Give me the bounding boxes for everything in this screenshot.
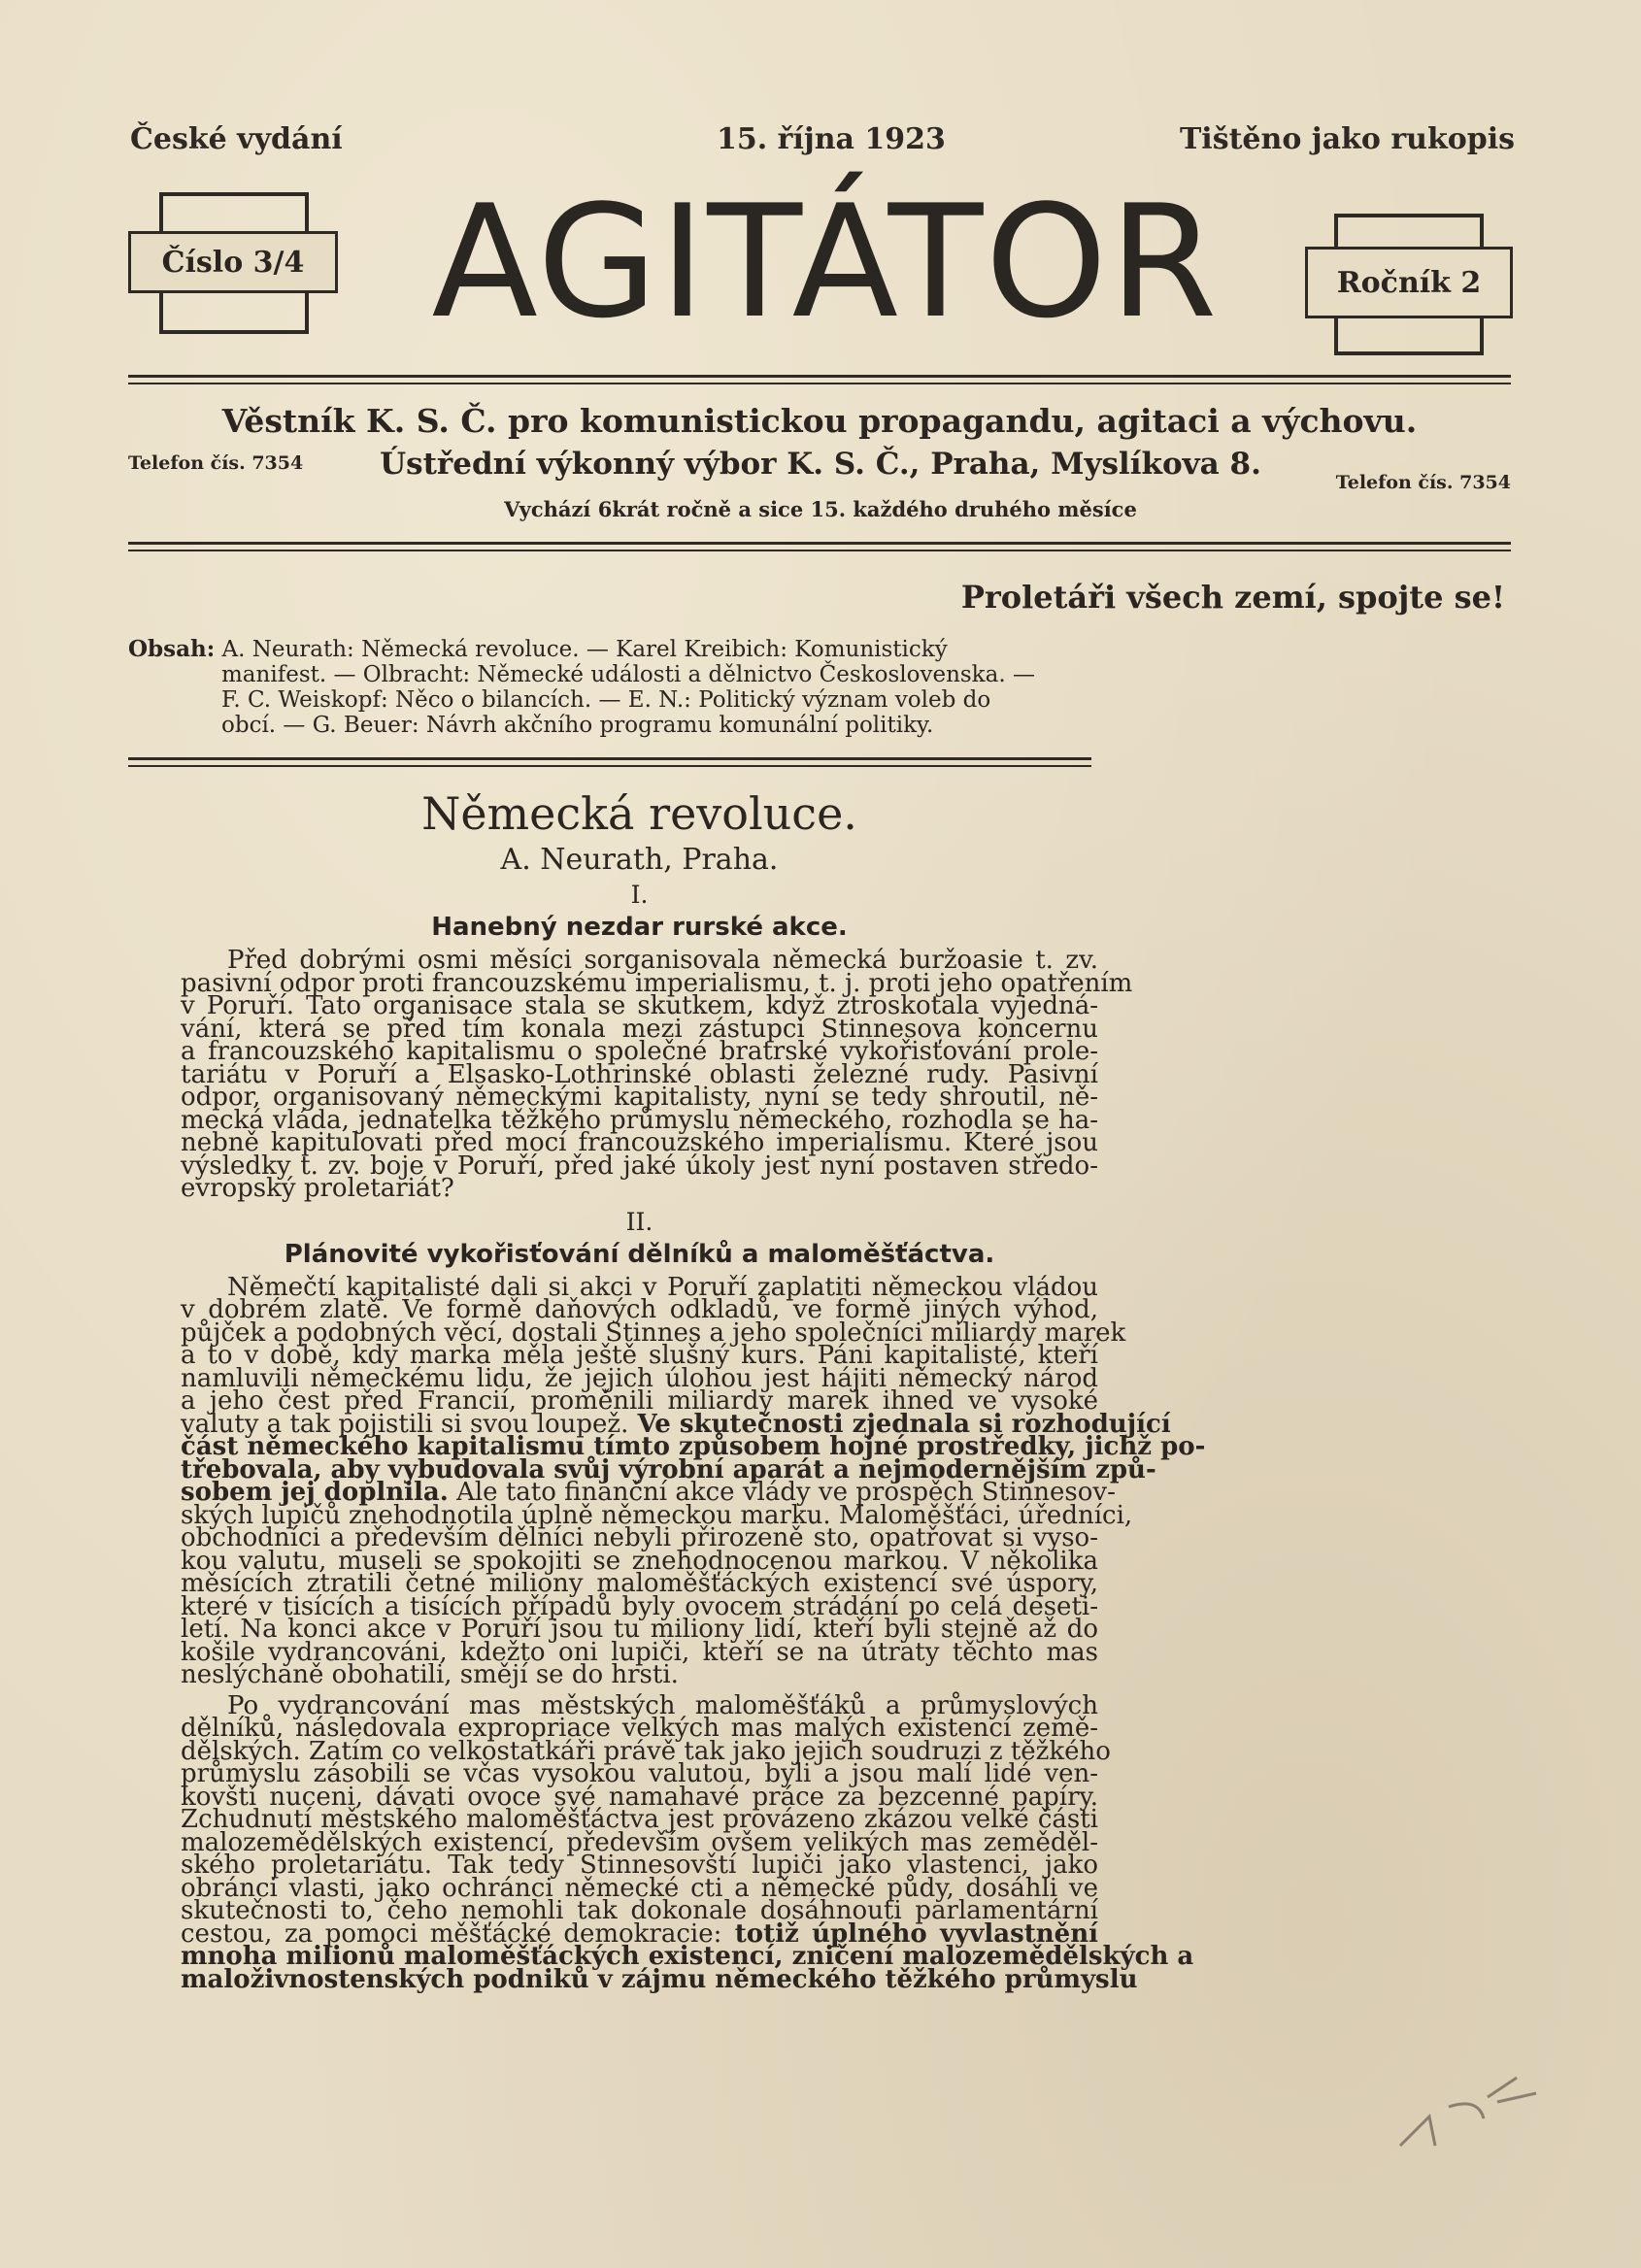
masthead-title: AGITÁTOR: [431, 171, 1220, 352]
text-line: nebně kapitulovati před mocí francouzského imperialismu. Které jsou: [181, 1128, 1098, 1157]
text-line: valuty a tak pojistili si svou loupež. Ve skutečnosti zjednala si rozhodující: [181, 1409, 1171, 1439]
issue-number: Číslo 3/4: [128, 231, 338, 293]
section-heading: Hanebný nezdar rurské akce.: [431, 913, 848, 942]
paragraph: [181, 1272, 1206, 1689]
text-line: namluvili německému lidu, že jejich úlohou jest hájiti německý národ: [181, 1363, 1098, 1393]
table-of-contents: [128, 637, 1099, 738]
text-line: evropský proletariát?: [181, 1174, 454, 1203]
text-line: a to v době, kdy marka měla ještě slušný kurs. Páni kapitalisté, kteří: [181, 1341, 1098, 1370]
text-line: a francouzského kapitalismu o společné bratrské vykořisťování prole-: [181, 1037, 1098, 1066]
text-line: a jeho čest před Francií, proměnili miliardy marek ihned ve vysoké: [181, 1386, 1098, 1416]
text-line: dělských. Zatím co velkostatkáři právě tak jako jejich soudruzi z těžkého: [181, 1736, 1111, 1766]
text-line: část německého kapitalismu tímto způsobem hojné prostředky, jichž po-: [181, 1432, 1206, 1461]
text-line: sobem jej doplnila. Ale tato finanční akce vlády ve prospěch Stinnesov-: [181, 1478, 1116, 1507]
text-line: které v tisících a tisících případů byly ovocem strádání po celá deseti-: [181, 1591, 1098, 1621]
text-line: výsledky t. zv. boje v Poruří, před jaké úkoly jest nyní postaven středo-: [181, 1151, 1098, 1181]
text-line: průmyslu zásobili se včas vysokou valutou, byli a jsou malí lidé ven-: [181, 1759, 1098, 1788]
article-body: [181, 880, 1206, 1994]
text-line: pasivní odpor proti francouzskému imperialismu, t. j. proti jeho opatřením: [181, 968, 1133, 998]
masthead-rule: [128, 375, 1511, 384]
handwritten-mark-icon: [1390, 2058, 1546, 2165]
paragraph: [181, 1690, 1194, 1994]
text-line: skutečnosti to, čeho nemohli tak dokonale dosáhnouti parlamentární: [181, 1896, 1098, 1925]
text-line: mecká vláda, jednatelka těžkého průmyslu německého, rozhodla se ha-: [181, 1105, 1098, 1135]
contents-line: A. Neurath: Německá revoluce. — Karel Kreibich: Komunistický: [221, 637, 948, 662]
contents-label: Obsah:: [128, 636, 216, 662]
contents-line: manifest. — Olbracht: Německé události a dělnictvo Československa. —: [221, 662, 1035, 687]
text-line: odpor, organisovaný německými kapitalisty, nyní se tedy shroutil, ně-: [181, 1083, 1098, 1112]
text-line: v dobrém zlatě. Ve formě daňových odkladů, ve formě jiných výhod,: [181, 1295, 1098, 1324]
text-line: letí. Na konci akce v Poruří jsou tu miliony lidí, kteří byli stejně až do: [181, 1615, 1098, 1644]
section-heading: Plánovité vykořisťování dělníků a maloměšťáctva.: [284, 1239, 995, 1269]
section-number: I.: [630, 881, 649, 909]
text-line: košile vydrancováni, kdežto oni lupiči, kteří se na útraty těchto mas: [181, 1637, 1098, 1667]
article: [181, 786, 1206, 1994]
contents-line: F. C. Weiskopf: Něco o bilancích. — E. N.: Politický význam voleb do: [221, 687, 991, 713]
volume-number: Ročník 2: [1305, 247, 1513, 318]
volume-box: [1305, 214, 1513, 355]
text-line: malozemědělských existencí, především ovšem velikých mas zeměděl-: [181, 1827, 1098, 1857]
section-number: II.: [625, 1207, 653, 1236]
edition-label: České vydání: [130, 122, 343, 156]
article-author: A. Neurath, Praha.: [500, 843, 779, 877]
text-line: obchodníci a především dělníci nebyli přirozeně sto, opatřovat si vyso-: [181, 1523, 1098, 1552]
office-address: Ústřední výkonný výbor K. S. Č., Praha, Myslíkova 8.: [380, 447, 1261, 482]
issue-number-box: [128, 192, 340, 334]
text-line: měsících ztratili četné miliony maloměšťáckých existencí své úspory,: [181, 1569, 1098, 1598]
text-line: Po vydrancování mas městských maloměšťáků a průmyslových: [227, 1690, 1098, 1720]
text-line: mnoha milionů maloměšťáckých existencí, zničení malozemědělských a: [181, 1942, 1194, 1971]
text-line: ského proletariátu. Tak tedy Stinnesovští lupiči jako vlastenci, jako: [181, 1851, 1098, 1880]
text-line: vání, která se před tím konala mezi zástupci Stinnesova koncernu: [181, 1014, 1098, 1044]
contents-line: obcí. — G. Beuer: Návrh akčního programu komunální politiky.: [221, 713, 934, 738]
subtitle: Věstník K. S. Č. pro komunistickou propagandu, agitaci a výchovu.: [221, 402, 1418, 440]
text-line: Před dobrými osmi měsíci sorganisovala německá buržoasie t. zv.: [227, 946, 1098, 975]
text-line: kou valutu, museli se spokojiti se znehodnocenou markou. V několika: [181, 1546, 1098, 1576]
text-line: tariátu v Poruří a Elsasko-Lothrinské oblasti železné rudy. Pasivní: [181, 1059, 1098, 1089]
article-title: Německá revoluce.: [421, 787, 857, 840]
text-line: neslýchaně obohatili, smějí se do hrsti.: [181, 1660, 679, 1689]
paragraph: [181, 946, 1133, 1203]
text-line: Zchudnutí městského maloměšťáctva jest provázeno zkázou velké části: [181, 1805, 1098, 1834]
text-line: dělníků, následovala expropriace velkých mas malých existencí země-: [181, 1714, 1098, 1743]
phone-right: Telefon čís. 7354: [1335, 472, 1511, 493]
contents-rule: [128, 757, 1091, 767]
text-line: maloživnostenských podniků v zájmu německého těžkého průmyslu: [181, 1964, 1138, 1994]
slogan: Proletáři všech zemí, spojte se!: [960, 579, 1505, 616]
text-line: obránci vlasti, jako ochránci německé cti a německé půdy, dosáhli ve: [181, 1873, 1098, 1903]
phone-left: Telefon čís. 7354: [128, 452, 304, 474]
text-line: v Poruří. Tato organisace stala se skutkem, když ztroskotala vyjedná-: [181, 991, 1098, 1020]
print-note: Tištěno jako rukopis: [1179, 122, 1515, 156]
text-line: Němečtí kapitalisté dali si akci v Poruří zaplatiti německou vládou: [227, 1272, 1098, 1302]
text-line: ských lupičů znehodnotila úplně německou marku. Maloměšťáci, úředníci,: [181, 1500, 1133, 1530]
text-line: kovští nuceni, dávati ovoce své namahavé práce za bezcenné papíry.: [181, 1782, 1098, 1812]
text-line: půjček a podobných věcí, dostali Stinnes a jeho společníci miliardy marek: [181, 1317, 1126, 1348]
text-line: třebovala, aby vybudovala svůj výrobní aparát a nejmodernějším způ-: [181, 1454, 1156, 1484]
header-bottom-rule: [128, 542, 1511, 551]
publication-frequency: Vychází 6krát ročně a sice 15. každého druhého měsíce: [504, 497, 1137, 521]
text-line: cestou, za pomoci měšťácké demokracie: totiž úplného vyvlastnění: [181, 1918, 1098, 1949]
issue-date: 15. října 1923: [717, 122, 946, 156]
